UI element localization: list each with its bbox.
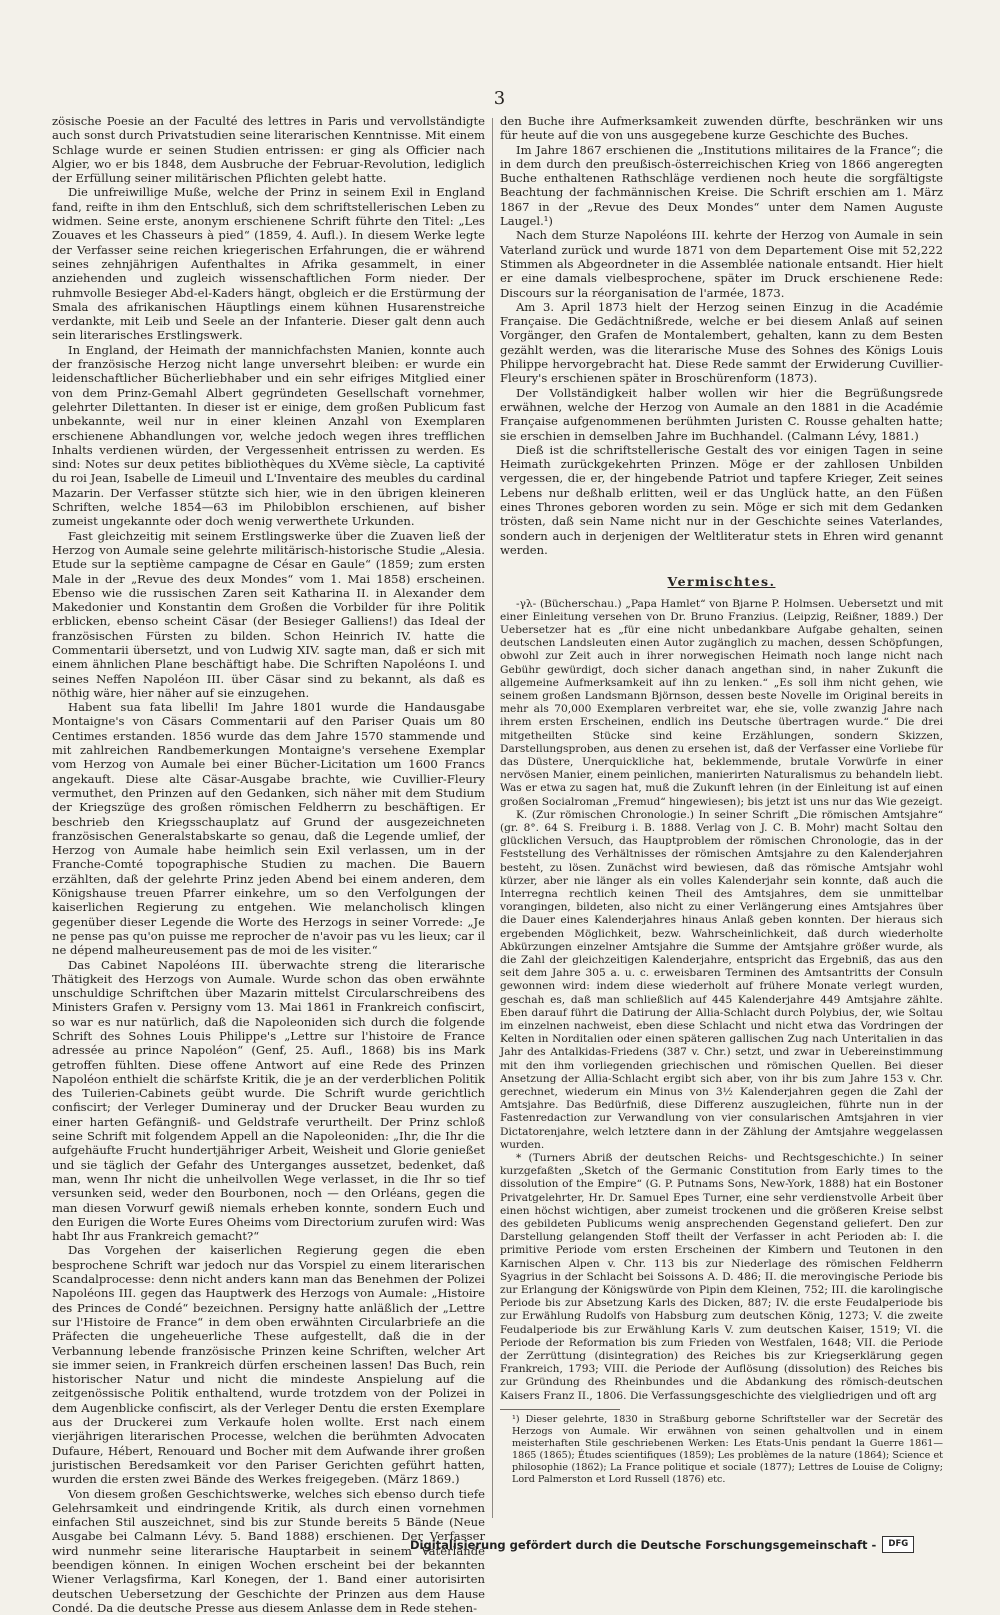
paragraph: Fast gleichzeitig mit seinem Erstlingswerke über die Zuaven ließ der Herzog von Aumale seine gelehrte militärisch-historische Studie „Alesia. Etude sur la septième campagne de César en Gaule“ (1859; zum ersten Male in der „Revue des deux Mondes“ vom 1. Mai 1858) erscheinen. Ebenso wie die russischen Zaren seit Katharina II. in Alexander dem Makedonier und Konstantin dem Großen die Vorbilder für ihre Politik erblicken, ebenso scheint Cäsar (der Besieger Galliens!) das Ideal der französischen Fürsten zu bilden. Schon Heinrich IV. hatte die Commentarii übersetzt, und von Ludwig XIV. sagte man, daß er sich mit einem ähnlichen Plane beschäftigt habe. Die Schriften Napoléons I. und seines Neffen Napoléon III. über Cäsar sind zu bekannt, als daß es nöthig wäre, hier näher auf sie einzugehen. [52, 529, 485, 701]
paragraph: Im Jahre 1867 erschienen die „Institutions militaires de la France“; die in dem durch den preußisch-österreichischen Krieg von 1866 angeregten Buche enthaltenen Rathschläge verdienen noch heute die sorgfältigste Beachtung der fachmännischen Kreise. Die Schrift erschien am 1. März 1867 in der „Revue des Deux Mondes“ unter dem Namen Auguste Laugel.¹) [500, 143, 943, 229]
paragraph: Am 3. April 1873 hielt der Herzog seinen Einzug in die Académie Française. Die Gedächtnißrede, welche er bei diesem Anlaß auf seinen Vorgänger, den Grafen de Montalembert, gehalten, kann zu dem Besten gezählt werden, was die literarische Muse des Sohnes des Königs Louis Philippe hervorgebracht hat. Diese Rede sammt der Erwiderung Cuvillier-Fleury's erschienen später in Broschürenform (1873). [500, 300, 943, 386]
credit-text: Digitalisierung gefördert durch die Deutsche Forschungsgemeinschaft - [410, 1538, 876, 1552]
paragraph: Die unfreiwillige Muße, welche der Prinz in seinem Exil in England fand, reifte in ihm den Entschluß, sich dem schriftstellerischen Leben zu widmen. Seine erste, anonym erschienene Schrift führte den Titel: „Les Zouaves et les Chasseurs à pied“ (1859, 4. Aufl.). In diesem Werke legte der Verfasser seine reichen kriegerischen Erfahrungen, die er während seines zehnjährigen Aufenthaltes in Afrika gesammelt, in einer anziehenden und zugleich wissenschaftlichen Form nieder. Der ruhmvolle Besieger Abd-el-Kaders hängt, obgleich er die Erstürmung der Smala des afrikanischen Häuptlings einem kühnen Husarenstreiche verdankte, mit Leib und Seele an der Infanterie. Dieser galt denn auch sein literarisches Erstlingswerk. [52, 185, 485, 342]
paragraph: * (Turners Abriß der deutschen Reichs- und Rechtsgeschichte.) In seiner kurzgefaßten „Sketch of the Germanic Constitution from Early times to the dissolution of the Empire“ (G. P. Putnams Sons, New-York, 1888) hat ein Bostoner Privatgelehrter, Hr. Dr. Samuel Epes Turner, eine sehr verdienstvolle Arbeit über einen höchst wichtigen, aber zumeist trockenen und die größeren Kreise selbst des gebildeten Publicums wenig ansprechenden Gegenstand geliefert. Den zur Darstellung gelangenden Stoff theilt der Verfasser in acht Perioden ab: I. die primitive Periode vom ersten Erscheinen der Kimbern und Teutonen in den Karnischen Alpen v. Chr. 113 bis zur Niederlage des römischen Feldherrn Syagrius in der Schlacht bei Soissons A. D. 486; II. die merovingische Periode bis zur Erlangung der Königswürde von Pipin dem Kleinen, 752; III. die karolingische Periode bis zur Absetzung Karls des Dicken, 887; IV. die erste Feudalperiode bis zur Erwählung Rudolfs von Habsburg zum deutschen König, 1273; V. die zweite Feudalperiode bis zur Erwählung Karls V. zum deutschen Kaiser, 1519; VI. die Periode der Reformation bis zum Frieden von Westfalen, 1648; VII. die Periode der Zerrüttung (disintegration) des Reiches bis zur Kriegserklärung gegen Frankreich, 1793; VIII. die Periode der Auflösung (dissolution) des Reiches bis zur Gründung des Rheinbundes und die Abdankung des römisch-deutschen Kaisers Franz II., 1806. Die Verfassungsgeschichte des vielgliedrigen und oft arg [500, 1152, 943, 1403]
paragraph: Dieß ist die schriftstellerische Gestalt des vor einigen Tagen in seine Heimath zurückgekehrten Prinzen. Möge er der zahllosen Unbilden vergessen, die er, der hingebende Patriot und tapfere Krieger, Zeit seines Lebens nur deßhalb erlitten, weil er das Unglück hatte, an den Füßen eines Thrones geboren worden zu sein. Möge er sich mit dem Gedanken trösten, daß sein Name nicht nur in der Geschichte seines Vaterlandes, sondern auch in derjenigen der Weltliteratur stets in Ehren wird genannt werden. [500, 443, 943, 557]
right-column [500, 114, 943, 1534]
section-heading [500, 575, 943, 589]
footnote-divider [500, 1409, 620, 1410]
column-divider [492, 118, 493, 1518]
paragraph: Das Cabinet Napoléons III. überwachte streng die literarische Thätigkeit des Herzogs von Aumale. Wurde schon das oben erwähnte unschuldige Schriftchen über Mazarin mittelst Circularschreibens des Ministers Grafen v. Persigny vom 13. Mai 1861 in Frankreich confiscirt, so war es nur natürlich, daß die Napoleoniden sich durch die folgende Schrift des Sohnes Louis Philippe's „Lettre sur l'histoire de France adressée au prince Napoléon“ (Genf, 25. Aufl., 1868) bis ins Mark getroffen fühlten. Diese offene Antwort auf eine Rede des Prinzen Napoléon enthielt die schärfste Kritik, die je an der verderblichen Politik des Tuilerien-Cabinets geübt wurde. Die Schrift wurde gerichtlich confiscirt; der Verleger Dumineray und der Drucker Beau wurden zu einer harten Gefängniß- und Geldstrafe verurtheilt. Der Prinz schloß seine Schrift mit folgendem Appell an die Napoleoniden: „Ihr, die Ihr die aufgehäufte Frucht hundertjähriger Arbeit, Weisheit und Glorie genießet und sie täglich der Gefahr des Unterganges aussetzet, bedenket, daß man, wenn Ihr nicht die unheilvollen Wege verlasset, in die Ihr so tief versunken seid, weder den Bourbonen, noch — den Orléans, gegen die man diesen Vorwurf gewiß niemals erheben konnte, sondern Euch und den Eurigen die Worte Eures Oheims vom Directorium zurufen wird: Was habt Ihr aus Frankreich gemacht?“ [52, 958, 485, 1244]
footnote: ¹) Dieser gelehrte, 1830 in Straßburg geborne Schriftsteller war der Secretär des Herzogs von Aumale. Wir erwähnen von seinen gehaltvollen und in einem meisterhaften Stile geschriebenen Werken: Les Etats-Unis pendant la Guerre 1861—1865 (1865); Études scientifiques (1859); Les problèmes de la nature (1864); Science et philosophie (1862); La France politique et sociale (1877); Lettres de Louise de Coligny; Lord Palmerston et Lord Russell (1876) etc. [500, 1414, 943, 1486]
left-column [52, 114, 485, 1534]
paragraph: K. (Zur römischen Chronologie.) In seiner Schrift „Die römischen Amtsjahre“ (gr. 8°. 64 S. Freiburg i. B. 1888. Verlag von J. C. B. Mohr) macht Soltau den glücklichen Versuch, das Hauptproblem der römischen Chronologie, das in der Feststellung des Verhältnisses der römischen Amtsjahre zu den Kalenderjahren besteht, zu lösen. Zunächst wird bewiesen, daß das römische Amtsjahr wohl kürzer, aber nie länger als ein volles Kalenderjahr sein konnte, daß auch die Interregna rechtlich keinen Theil des Amtsjahres, dem sie unmittelbar vorangingen, bildeten, also nicht zu einer Verlängerung eines Amtsjahres über die Dauer eines Kalenderjahres hinaus Anlaß geben konnten. Der hieraus sich ergebenden Möglichkeit, bezw. Wahrscheinlichkeit, daß durch wiederholte Abkürzungen einzelner Amtsjahre die Summe der Amtsjahre größer wurde, als die Zahl der gleichzeitigen Kalenderjahre, entspricht das Ergebniß, das aus den seit dem Jahre 305 a. u. c. erweisbaren Terminen des Amtsantritts der Consuln gewonnen wird: indem diese wiederholt auf frühere Monate verlegt wurden, geschah es, daß man schließlich auf 445 Kalenderjahre 449 Amtsjahre zählte. Eben darauf führt die Datirung der Allia-Schlacht durch Polybius, der, wie Soltau im einzelnen nachweist, eben diese Schlacht und nicht etwa das Vordringen der Kelten in Norditalien oder einen späteren gallischen Zug nach Unteritalien in das Jahr des Antalkidas-Friedens (387 v. Chr.) setzt, und zwar in Uebereinstimmung mit den ihm vorliegenden griechischen und römischen Quellen. Bei dieser Ansetzung der Allia-Schlacht ergibt sich aber, von ihr bis zum Jahre 153 v. Chr. gerechnet, wiederum ein Minus von 3½ Kalenderjahren gegen die Zahl der Amtsjahre. Das Bedürfniß, diese Differenz auszugleichen, führte nun in der Fastenredaction zur Verwandlung von vier consularischen Amtsjahren in vier Dictatorenjahre, welch letztere dann in der Zählung der Amtsjahre weggelassen wurden. [500, 809, 943, 1152]
paragraph: den Buche ihre Aufmerksamkeit zuwenden dürfte, beschränken wir uns für heute auf die von uns ausgegebene kurze Geschichte des Buches. [500, 114, 943, 143]
paragraph: Der Vollständigkeit halber wollen wir hier die Begrüßungsrede erwähnen, welche der Herzog von Aumale an den 1881 in die Académie Française aufgenommenen berühmten Juristen C. Rousse gehalten hatte; sie erschien in demselben Jahre im Buchhandel. (Calmann Lévy, 1881.) [500, 386, 943, 443]
paragraph: -γλ- (Bücherschau.) „Papa Hamlet“ von Bjarne P. Holmsen. Uebersetzt und mit einer Einleitung versehen von Dr. Bruno Franzius. (Leipzig, Reißner, 1889.) Der Uebersetzer hat es „für eine nicht unbedankbare Aufgabe gehalten, seinen deutschen Landsleuten einen Autor zugänglich zu machen, dessen Schöpfungen, obwohl zur Zeit auch in ihrer norwegischen Heimath noch lange nicht nach Gebühr gewürdigt, doch sicher danach angethan sind, in naher Zukunft die allgemeine Aufmerksamkeit auf ihn zu lenken.“ „Es soll ihm nicht gehen, wie seinem großen Landsmann Björnson, dessen beste Novelle im Original bereits in mehr als 70,000 Exemplaren verbreitet war, ehe sie, volle zwanzig Jahre nach ihrem ersten Erscheinen, endlich ins Deutsche übertragen wurde.“ Die drei mitgetheilten Stücke sind keine Erzählungen, sondern Skizzen, Darstellungsproben, aus denen zu ersehen ist, daß der Verfasser eine Vorliebe für das Düstere, Unerquickliche hat, beklemmende, brutale Vorwürfe in einer nervösen Manier, einem peinlichen, manierirten Naturalismus zu behandeln liebt. Was er etwa zu sagen hat, muß die Zukunft lehren (in der Einleitung ist auf einen großen Socialroman „Fremud“ hingewiesen); bis jetzt ist uns nur das Wie gezeigt. [500, 598, 943, 809]
paragraph: Nach dem Sturze Napoléons III. kehrte der Herzog von Aumale in sein Vaterland zurück und wurde 1871 von dem Departement Oise mit 52,222 Stimmen als Abgeordneter in die Assemblée nationale entsandt. Hier hielt er eine damals vielbesprochene, später im Druck erschienene Rede: Discours sur la réorganisation de l'armée, 1873. [500, 228, 943, 299]
paragraph: zösische Poesie an der Faculté des lettres in Paris und vervollständigte auch sonst durch Privatstudien seine literarischen Kenntnisse. Mit einem Schlage wurde er seinen Studien entrissen: er ging als Officier nach Algier, wo er bis 1848, dem Ausbruche der Februar-Revolution, lediglich der Erfüllung seiner militärischen Pflichten gelebt hatte. [52, 114, 485, 185]
paragraph: Habent sua fata libelli! Im Jahre 1801 wurde die Handausgabe Montaigne's von Cäsars Commentarii auf den Pariser Quais um 80 Centimes erstanden. 1856 wurde das dem Jahre 1570 stammende und mit zahlreichen Randbemerkungen Montaigne's versehene Exemplar vom Herzog von Aumale bei einer Bücher-Licitation um 1600 Francs angekauft. Diese alte Cäsar-Ausgabe brachte, wie Cuvillier-Fleury vermuthet, den Prinzen auf den Gedanken, sich näher mit dem Studium der Kriegszüge des großen römischen Feldherrn zu beschäftigen. Er beschrieb den Kriegsschauplatz auf Grund der ausgezeichneten französischen Generalstabskarte so genau, daß die Legende umlief, der Herzog von Aumale habe heimlich sein Exil verlassen, um in der Franche-Comté topographische Studien zu machen. Die Bauern erzählten, daß der gelehrte Prinz jeden Abend bei einem anderen, dem Königshause treuen Pfarrer einkehre, um so den Verfolgungen der kaiserlichen Regierung zu entgehen. Wie melancholisch klingen gegenüber dieser Legende die Worte des Herzogs in seiner Vorrede: „Je ne pense pas qu'on puisse me reprocher de n'avoir pas vu les lieux; car il ne dépend malheureusement pas de moi de les visiter.“ [52, 700, 485, 957]
dfg-logo-icon: DFG [882, 1536, 914, 1553]
paragraph: Von diesem großen Geschichtswerke, welches sich ebenso durch tiefe Gelehrsamkeit und eindringende Kritik, als durch einen vornehmen einfachen Stil auszeichnet, sind bis zur Stunde bereits 5 Bände (Neue Ausgabe bei Calmann Lévy. 5. Band 1888) erschienen. Der Verfasser wird nunmehr seine literarische Hauptarbeit in seinem Vaterlande beendigen können. In einigen Wochen erscheint bei der bekannten Wiener Verlagsfirma, Karl Konegen, der 1. Band einer autorisirten deutschen Uebersetzung der Geschichte der Prinzen aus dem Hause Condé. Da die deutsche Presse aus diesem Anlasse dem in Rede stehen- [52, 1487, 485, 1615]
page-number: 3 [0, 88, 1000, 109]
paragraph: Das Vorgehen der kaiserlichen Regierung gegen die eben besprochene Schrift war jedoch nur das Vorspiel zu einem literarischen Scandalprocesse: denn nicht anders kann man das Benehmen der Polizei Napoléons III. gegen das Hauptwerk des Herzogs von Aumale: „Histoire des Princes de Condé“ bezeichnen. Persigny hatte anläßlich der „Lettre sur l'Histoire de France“ in dem oben erwähnten Circularbriefe an die Präfecten die ungeheuerliche These aufgestellt, daß die in der Verbannung lebende französische Prinzen keine Schriften, welcher Art sie immer seien, in Frankreich dürfen erscheinen lassen! Das Buch, rein historischer Natur und nicht die mindeste Anspielung auf die zeitgenössische Politik enthaltend, wurde trotzdem von der Polizei in dem Augenblicke confiscirt, als der Verleger Dentu die ersten Exemplare aus der Druckerei zum Verkaufe holen wollte. Erst nach einem vierjährigen literarischen Processe, welchen die berühmten Advocaten Dufaure, Hébert, Renouard und Bocher mit dem Aufwande ihrer großen juristischen Beredsamkeit vor den Pariser Gerichten geführt hatten, wurden die ersten zwei Bände des Werkes freigegeben. (März 1869.) [52, 1243, 485, 1486]
paragraph: In England, der Heimath der mannichfachsten Manien, konnte auch der französische Herzog nicht lange unversehrt bleiben: er wurde ein leidenschaftlicher Bücherliebhaber und ein sehr eifriges Mitglied einer von dem Prinz-Gemahl Albert gegründeten Gesellschaft vornehmer, gelehrter Dilettanten. In dieser ist er einige, dem großen Publicum fast unbekannte, weil nur in einer kleinen Anzahl von Exemplaren erschienene Abhandlungen vor, welche jedoch wegen ihres trefflichen Inhalts verdienen würden, der Vergessenheit entrissen zu werden. Es sind: Notes sur deux petites bibliothèques du XVème siècle, La captivité du roi Jean, Isabelle de Limeuil und L'Inventaire des meubles du cardinal Mazarin. Der Verfasser stützte sich hier, wie in den übrigen kleineren Schriften, welche 1854—63 im Philobiblon erschienen, auf bisher zumeist ungekannte oder doch wenig verwerthete Urkunden. [52, 343, 485, 529]
section-heading-text: Vermischtes. [668, 574, 776, 589]
digitization-credit [410, 1536, 914, 1553]
